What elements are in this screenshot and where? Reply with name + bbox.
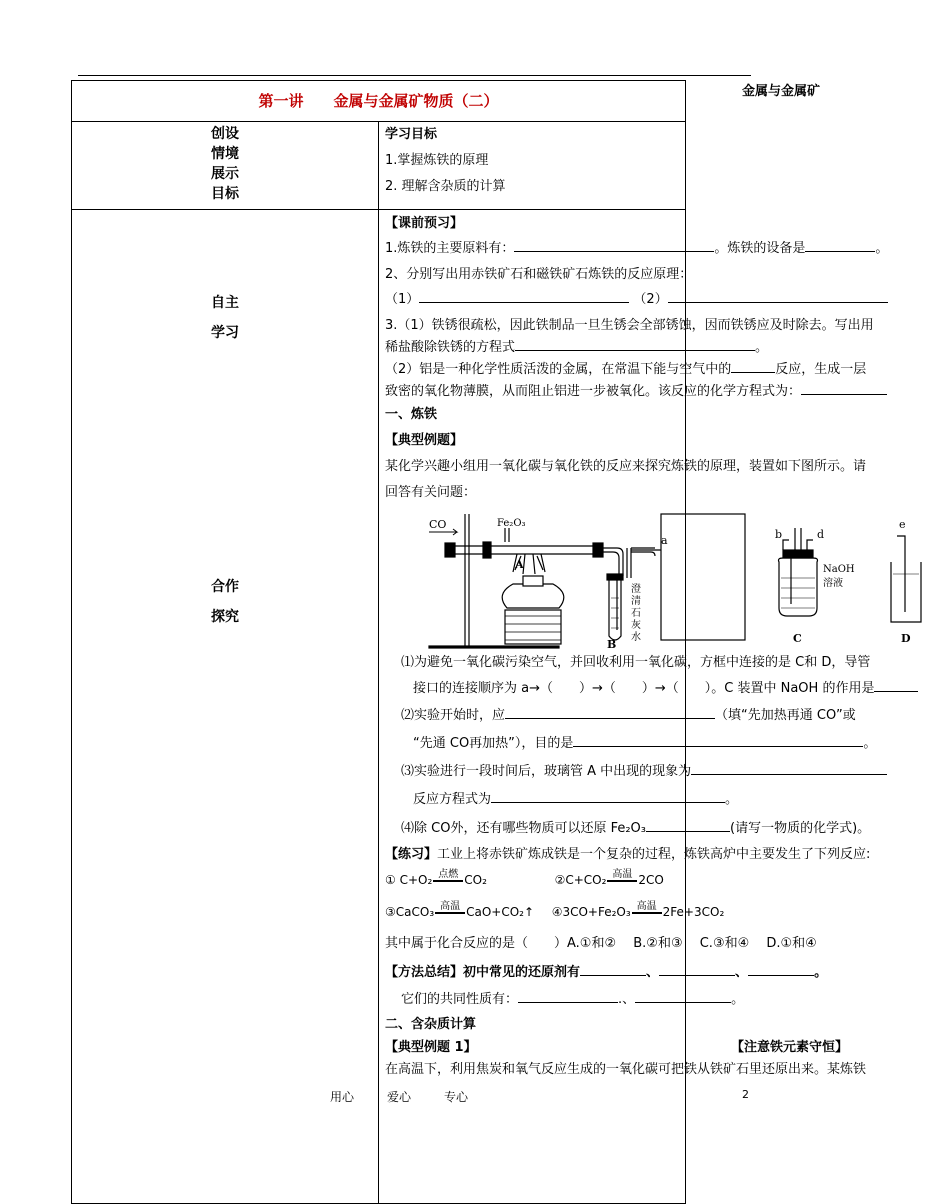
preview-q2-lines: （1） （2）: [385, 285, 685, 315]
side-char: 探究: [211, 609, 239, 625]
port-e-label: e: [899, 518, 906, 531]
part2-note: 【注意铁元素守恒】: [731, 1040, 849, 1055]
preview-heading: 【课前预习】: [385, 216, 464, 231]
reaction-condition: 高温: [435, 901, 465, 925]
answer-blank[interactable]: [514, 237, 714, 252]
answer-blank[interactable]: [805, 237, 875, 252]
side-char: 创设: [211, 126, 239, 142]
preview-q2: 2、分别写出用赤铁矿石和磁铁矿石炼铁的反应原理：: [385, 267, 693, 282]
fe2o3-label: Fe₂O₃: [497, 518, 526, 529]
main-content: [379, 210, 911, 1204]
part1-heading: 一、炼铁: [385, 407, 438, 422]
answer-blank[interactable]: [668, 288, 888, 303]
port-b-label: b: [775, 528, 783, 541]
answer-blank[interactable]: [635, 988, 731, 1003]
part1-stem-2: 回答有关问题：: [385, 485, 477, 500]
label-d: D: [901, 632, 911, 645]
answer-blank[interactable]: [518, 988, 618, 1003]
preview-q3-3: （2）铝是一种化学性质活泼的金属，在常温下能与空气中的 反应，生成一层: [385, 358, 685, 380]
part2-text: 在高温下，利用焦炭和氧气反应生成的一氧化碳可把铁从铁矿石里还原出来。某炼铁: [385, 1062, 867, 1077]
footer-item: 爱心: [387, 1090, 412, 1104]
page-title: 第一讲 金属与金属矿物质（二）: [72, 81, 686, 122]
port-a-label: a: [661, 534, 668, 547]
side-char: 合作: [211, 579, 239, 595]
practice-line: 【练习】工业上将赤铁矿炼成铁是一个复杂的过程，炼铁高炉中主要发生了下列反应:: [385, 847, 871, 862]
apparatus-diagram: [385, 508, 945, 651]
part2-example-line: 【典型例题 1】 【注意铁元素守恒】: [385, 1037, 685, 1059]
part1-q1a: ⑴为避免一氧化碳污染空气，并回收利用一氧化碳，方框中连接的是 C和 D，导管: [401, 655, 871, 670]
port-d-label: d: [817, 528, 825, 541]
answer-blank[interactable]: [515, 336, 755, 351]
side-label-study: [72, 210, 379, 1204]
answer-blank[interactable]: [748, 961, 814, 976]
label-b: B: [607, 638, 617, 651]
reaction-condition: 点燃: [433, 869, 463, 893]
answer-blank[interactable]: [573, 732, 863, 747]
answer-blank[interactable]: [491, 788, 725, 803]
part1-stem-1: 某化学兴趣小组用一氧化碳与氧化铁的反应来探究炼铁的原理，装置如下图所示。请: [385, 459, 867, 474]
side-char: 展示: [211, 166, 239, 182]
reactions-row-2: ③CaCO₃ 高温 CaO+CO₂↑ ④3CO+Fe₂O₃ 高温 2Fe+3CO₂: [385, 895, 685, 929]
answer-blank[interactable]: [505, 704, 715, 719]
part1-q2b: “先通 CO再加热”），目的是 。: [385, 730, 685, 758]
corner-title: 金属与金属矿: [742, 84, 821, 99]
part1-example-heading: 【典型例题】: [385, 433, 464, 448]
limewater-char: 水: [631, 632, 641, 643]
apparatus-d: [891, 536, 921, 622]
answer-blank[interactable]: [874, 677, 918, 692]
side-char: 目标: [211, 186, 239, 202]
reaction-condition: 高温: [607, 869, 637, 893]
label-a: A: [515, 558, 524, 571]
label-c: C: [793, 632, 802, 645]
reactions-row-1: ① C+O₂ 点燃 CO₂ ②C+CO₂ 高温 2CO: [385, 865, 685, 895]
part1-q4: ⑷除 CO外，还有哪些物质可以还原 Fe₂O₃ (请写一物质的化学式)。: [385, 814, 685, 844]
footer-item: 专心: [444, 1090, 469, 1104]
goal-item: 1.掌握炼铁的原理: [385, 153, 489, 168]
answer-blank[interactable]: [801, 380, 887, 395]
goals-heading: 学习目标: [385, 127, 438, 142]
reaction-condition: 高温: [632, 901, 662, 925]
answer-blank[interactable]: [646, 817, 730, 832]
answer-blank[interactable]: [419, 288, 629, 303]
footer-item: 用心: [330, 1090, 355, 1104]
method-summary: 【方法总结】初中常见的还原剂有 、 、 。: [385, 959, 685, 987]
side-char: 情境: [211, 146, 239, 162]
answer-blank[interactable]: [691, 760, 887, 775]
part1-q3a: ⑶实验进行一段时间后，玻璃管 A 中出现的现象为: [385, 758, 685, 786]
preview-q1: 1.炼铁的主要原料有： 。炼铁的设备是 。: [385, 234, 685, 264]
page-number: 2: [742, 1088, 749, 1101]
limewater-char: 石: [631, 608, 641, 619]
practice-question: 其中属于化合反应的是（ ）A.①和② B.②和③ C.③和④ D.①和④: [385, 936, 817, 951]
answer-blank[interactable]: [580, 961, 646, 976]
side-char: 学习: [211, 325, 239, 341]
goal-item: 2. 理解含杂质的计算: [385, 179, 506, 194]
preview-q3-1: 3.（1）铁锈很疏松，因此铁制品一旦生锈会全部锈蚀，因而铁锈应及时除去。写出用: [385, 318, 874, 333]
part1-q3b: 反应方程式为 。: [385, 786, 685, 814]
limewater-char: 清: [631, 596, 641, 607]
apparatus-a: [429, 514, 603, 648]
side-char: 自主: [211, 295, 239, 311]
solution-label: 溶液: [823, 578, 843, 589]
apparatus-c: [779, 528, 818, 616]
answer-blank[interactable]: [659, 961, 735, 976]
connection-box: [661, 514, 745, 640]
naoh-label: NaOH: [823, 564, 855, 575]
goals-cell: [379, 122, 686, 210]
header-rule: [78, 75, 751, 76]
part1-q2a: ⑵实验开始时，应 （填“先加热再通 CO”或: [385, 702, 685, 730]
preview-q3-4: 致密的氧化物薄膜，从而阻止铝进一步被氧化。该反应的化学方程式为：: [385, 380, 685, 402]
part1-q1b: 接口的连接顺序为 a→（ ）→（ ）→（ ）。C 装置中 NaOH 的作用是: [385, 676, 685, 702]
side-label-goals: [72, 122, 379, 210]
common-property: 它们的共同性质有： .、 。: [385, 987, 685, 1013]
part2-heading: 二、含杂质计算: [385, 1017, 477, 1032]
limewater-char: 灰: [631, 620, 641, 631]
co-label: CO: [429, 518, 447, 531]
preview-q3-2: 稀盐酸除铁锈的方程式 。: [385, 336, 685, 358]
worksheet-table: [71, 80, 911, 1204]
answer-blank[interactable]: [731, 358, 775, 373]
limewater-char: 澄: [631, 584, 641, 595]
